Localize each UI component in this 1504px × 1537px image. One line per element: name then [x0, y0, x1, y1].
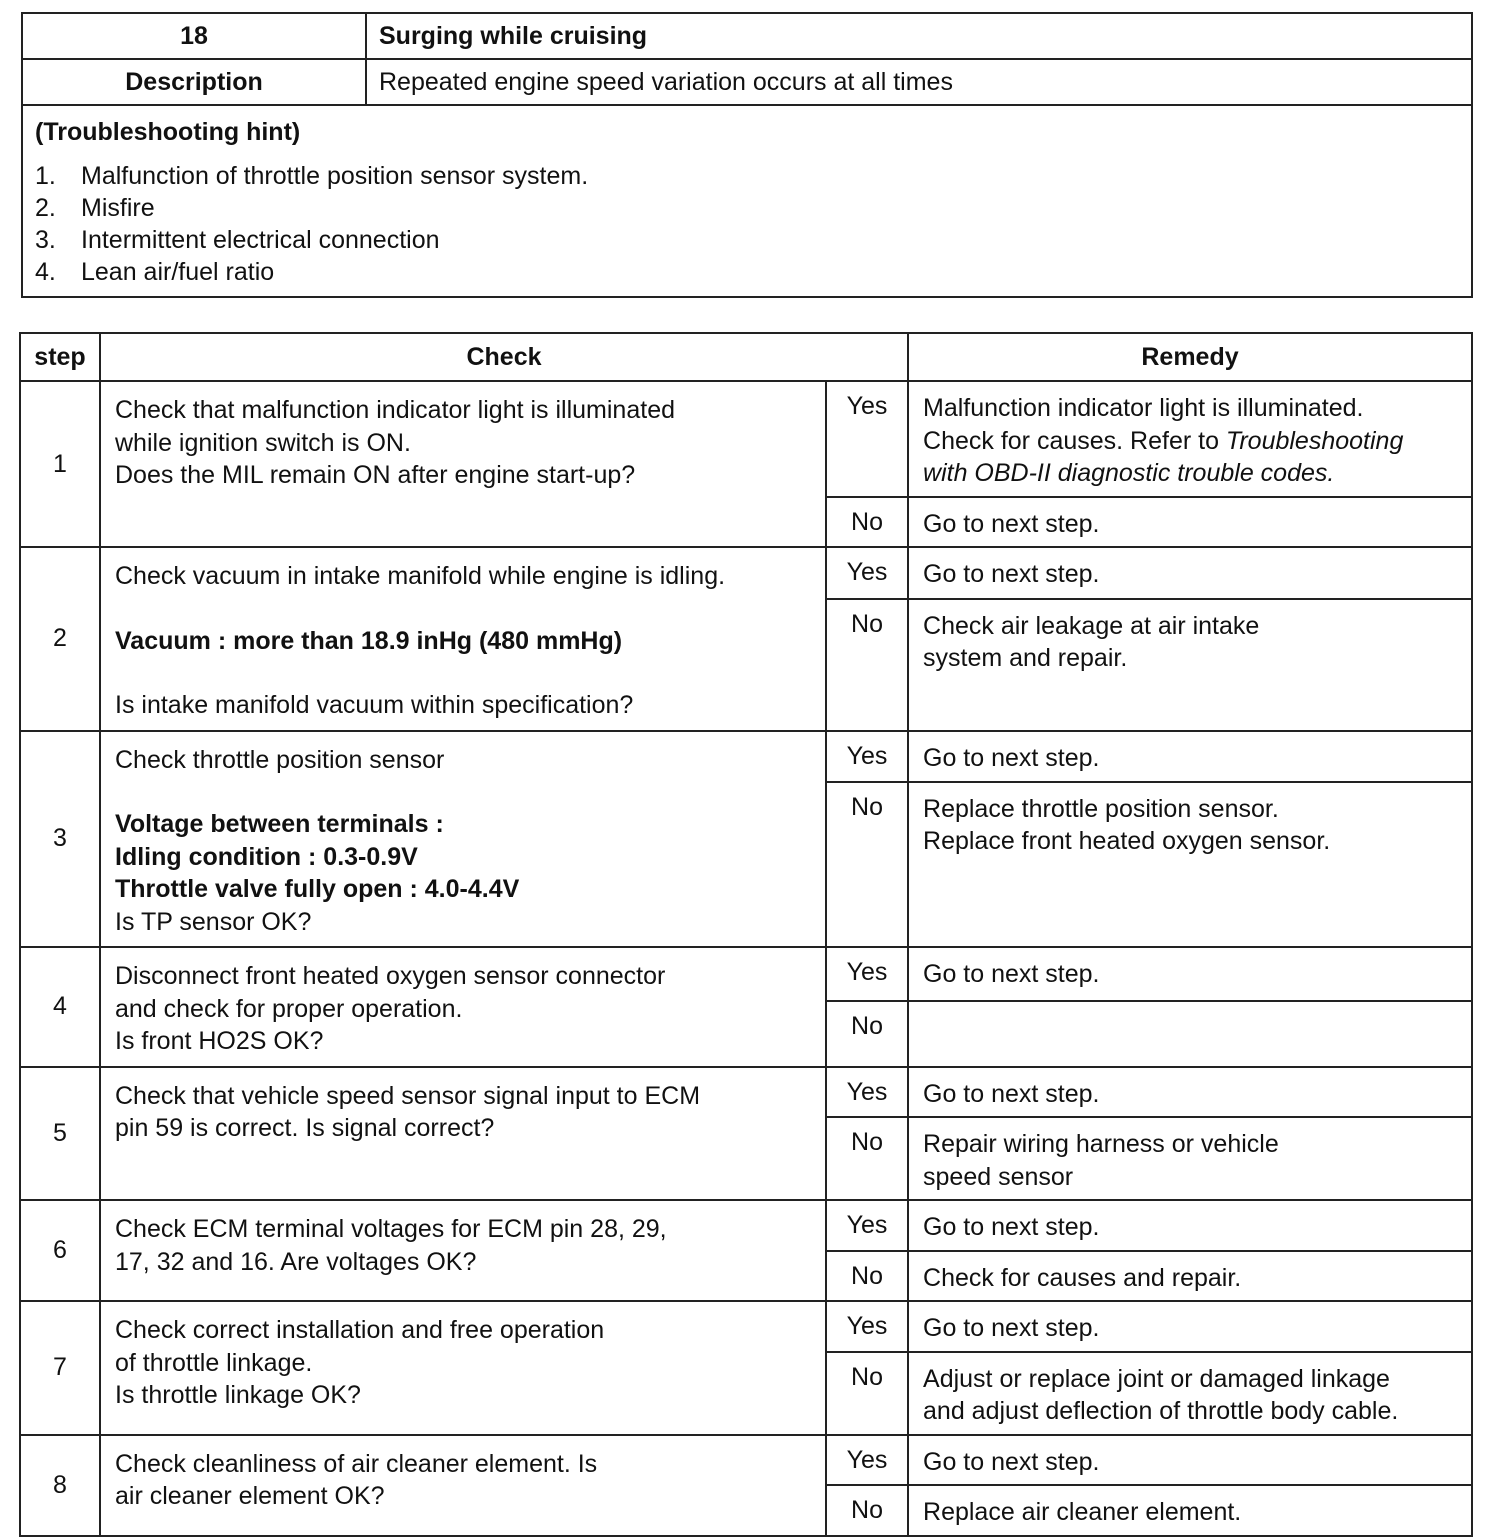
symptom-title: Surging while cruising [366, 13, 1472, 59]
check-line: Disconnect front heated oxygen sensor connector [115, 962, 666, 990]
check-line: Is front HO2S OK? [115, 1027, 324, 1055]
step-row-yes [20, 1435, 1472, 1486]
check-line: while ignition switch is ON. [115, 428, 411, 457]
check-question-line: Is TP sensor OK? [115, 907, 312, 936]
remedy-line: Go to next step. [923, 1079, 1100, 1108]
remedy-line: Go to next step. [923, 560, 1100, 588]
remedy-line [923, 425, 1459, 458]
yes-remedy-cell [908, 381, 1472, 497]
check-line: Check cleanliness of air cleaner element. Is [115, 1449, 598, 1478]
check-line: pin 59 is correct. Is signal correct? [115, 1114, 495, 1142]
no-remedy-cell [908, 1352, 1472, 1435]
check-line: air cleaner element OK? [115, 1482, 385, 1510]
remedy-line: Adjust or replace joint or damaged linkage [923, 1364, 1390, 1393]
hint-text: Lean air/fuel ratio [81, 258, 275, 286]
yes-label: Yes [826, 1067, 908, 1118]
check-cell [100, 731, 826, 948]
step-row-yes [20, 1301, 1472, 1352]
no-remedy-cell [908, 1485, 1472, 1536]
remedy-line: Go to next step. [923, 1447, 1100, 1476]
column-header-remedy: Remedy [908, 333, 1472, 381]
check-line: Check throttle position sensor [115, 745, 445, 774]
check-line: Check that vehicle speed sensor signal input to ECM [115, 1081, 701, 1110]
check-spec-line: Throttle valve fully open : 4.0-4.4V [115, 875, 520, 903]
check-cell [100, 1301, 826, 1435]
yes-label: Yes [826, 1435, 908, 1486]
step-row-yes [20, 1200, 1472, 1251]
hint-item [35, 192, 1459, 224]
remedy-line: Repair wiring harness or vehicle [923, 1130, 1279, 1158]
no-label: No [826, 782, 908, 947]
check-spec-line: Idling condition : 0.3-0.9V [115, 842, 418, 871]
column-header-check: Check [100, 333, 908, 381]
remedy-line: system and repair. [923, 644, 1128, 673]
troubleshooting-hint-box [22, 105, 1472, 297]
check-line: Is throttle linkage OK? [115, 1381, 361, 1409]
check-line: Check correct installation and free operation [115, 1316, 605, 1344]
hint-text: Intermittent electrical connection [81, 226, 440, 254]
check-cell [100, 1200, 826, 1301]
hint-number: 4. [35, 258, 56, 286]
yes-label: Yes [826, 381, 908, 497]
remedy-line: Check for causes and repair. [923, 1263, 1242, 1292]
yes-remedy-cell [908, 947, 1472, 1001]
no-label: No [826, 1352, 908, 1435]
no-label: No [826, 599, 908, 731]
check-line: and check for proper operation. [115, 994, 463, 1023]
remedy-line: Check air leakage at air intake [923, 611, 1260, 640]
troubleshooting-table [19, 332, 1473, 1537]
hint-list [35, 160, 1459, 288]
no-remedy-cell [908, 497, 1472, 548]
no-remedy-cell [908, 599, 1472, 731]
check-cell [100, 547, 826, 731]
column-header-step: step [20, 333, 100, 381]
remedy-text: Check for causes. Refer to [923, 426, 1226, 455]
hint-text: Misfire [81, 194, 155, 222]
check-line: Check ECM terminal voltages for ECM pin 28, 29, [115, 1215, 667, 1243]
no-label: No [826, 1001, 908, 1067]
remedy-line: speed sensor [923, 1162, 1074, 1191]
remedy-line: Replace throttle position sensor. [923, 794, 1279, 823]
remedy-line: Go to next step. [923, 1213, 1100, 1241]
no-label: No [826, 1251, 908, 1302]
hint-number: 3. [35, 226, 56, 254]
check-line: 17, 32 and 16. Are voltages OK? [115, 1247, 477, 1276]
no-label: No [826, 1117, 908, 1200]
yes-label: Yes [826, 1301, 908, 1352]
no-remedy-cell [908, 1001, 1472, 1067]
no-label: No [826, 497, 908, 548]
check-line: of throttle linkage. [115, 1348, 313, 1377]
step-number: 3 [20, 731, 100, 948]
remedy-line: Replace air cleaner element. [923, 1498, 1242, 1526]
check-question-line: Is intake manifold vacuum within specification? [115, 691, 634, 719]
step-number: 6 [20, 1200, 100, 1301]
no-remedy-cell [908, 782, 1472, 947]
yes-label: Yes [826, 731, 908, 782]
step-number: 5 [20, 1067, 100, 1201]
yes-label: Yes [826, 947, 908, 1001]
check-cell [100, 1067, 826, 1201]
hint-number: 1. [35, 162, 56, 190]
check-cell [100, 1435, 826, 1536]
step-row-yes [20, 1067, 1472, 1118]
remedy-line: Go to next step. [923, 509, 1100, 538]
check-spec-line: Vacuum : more than 18.9 inHg (480 mmHg) [115, 626, 623, 655]
hint-number: 2. [35, 194, 56, 222]
symptom-number: 18 [22, 13, 366, 59]
no-remedy-cell [908, 1251, 1472, 1302]
step-row-yes [20, 381, 1472, 497]
hint-item [35, 256, 1459, 288]
remedy-line: and adjust deflection of throttle body cable. [923, 1397, 1399, 1425]
step-number: 8 [20, 1435, 100, 1536]
step-number: 4 [20, 947, 100, 1067]
remedy-line: Malfunction indicator light is illuminated. [923, 394, 1364, 422]
remedy-line: Go to next step. [923, 1314, 1100, 1342]
yes-remedy-cell [908, 547, 1472, 599]
remedy-line: Go to next step. [923, 960, 1100, 988]
yes-remedy-cell [908, 1067, 1472, 1118]
check-line: Check vacuum in intake manifold while engine is idling. [115, 562, 726, 590]
no-remedy-cell [908, 1117, 1472, 1200]
remedy-reference: Troubleshooting [1225, 426, 1404, 455]
remedy-reference: with OBD-II diagnostic trouble codes. [923, 459, 1335, 487]
hint-item [35, 224, 1459, 256]
yes-remedy-cell [908, 1301, 1472, 1352]
remedy-line: Go to next step. [923, 743, 1100, 772]
step-number: 7 [20, 1301, 100, 1435]
check-cell [100, 947, 826, 1067]
yes-label: Yes [826, 1200, 908, 1251]
check-line: Does the MIL remain ON after engine start-up? [115, 461, 636, 489]
no-label: No [826, 1485, 908, 1536]
step-row-yes [20, 947, 1472, 1001]
check-cell [100, 381, 826, 547]
step-row-yes [20, 731, 1472, 782]
symptom-header-table [21, 12, 1473, 298]
yes-remedy-cell [908, 1435, 1472, 1486]
step-row-yes [20, 547, 1472, 599]
step-number: 2 [20, 547, 100, 731]
description-text: Repeated engine speed variation occurs at all times [366, 59, 1472, 105]
hint-text: Malfunction of throttle position sensor system. [81, 162, 589, 190]
hint-title: (Troubleshooting hint) [35, 118, 301, 146]
remedy-line: Replace front heated oxygen sensor. [923, 827, 1331, 856]
yes-label: Yes [826, 547, 908, 599]
check-spec-line: Voltage between terminals : [115, 810, 444, 838]
step-number: 1 [20, 381, 100, 547]
check-line: Check that malfunction indicator light is illuminated [115, 396, 675, 424]
yes-remedy-cell [908, 1200, 1472, 1251]
hint-item [35, 160, 1459, 192]
description-label: Description [22, 59, 366, 105]
yes-remedy-cell [908, 731, 1472, 782]
